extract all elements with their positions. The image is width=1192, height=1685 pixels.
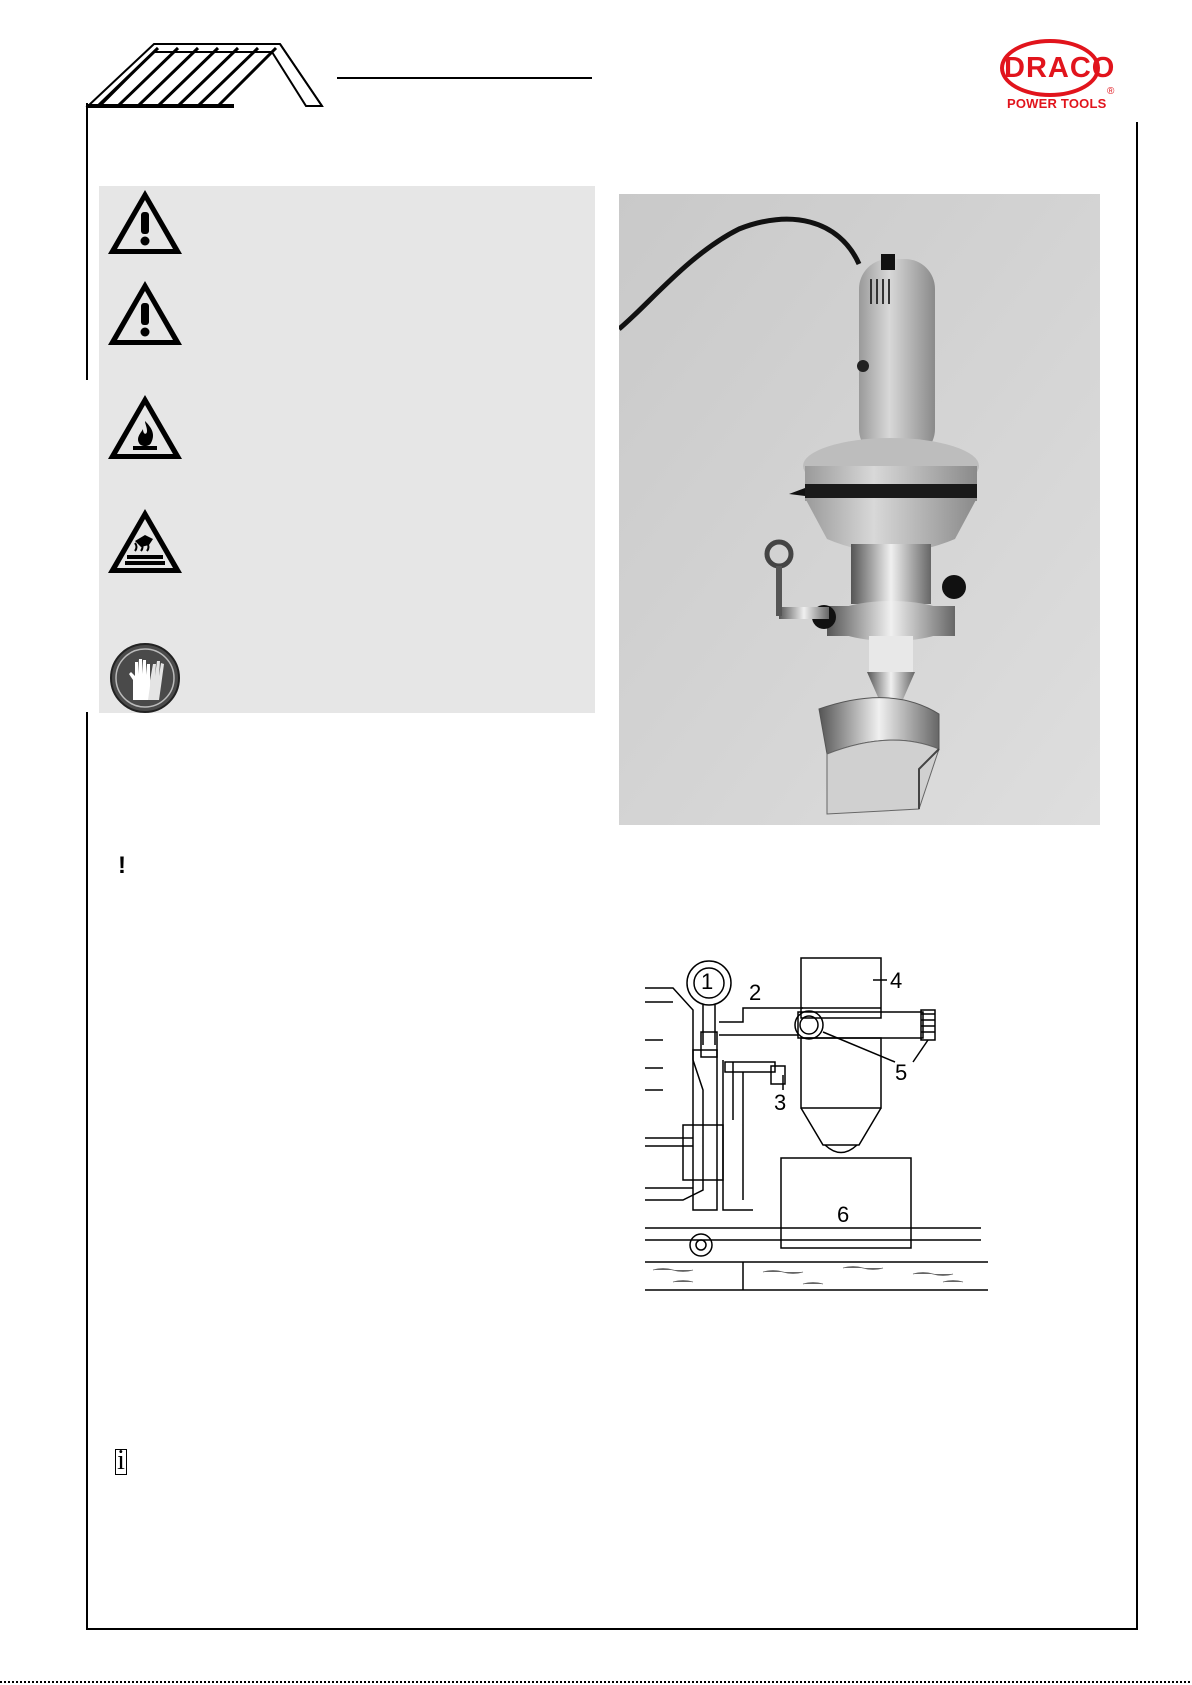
hot-surface-warning-icon [105,505,185,577]
product-photo [619,194,1100,825]
flammable-warning-icon [105,391,185,463]
logo-subtitle: POWER TOOLS [1007,96,1107,111]
header-rule [337,77,592,79]
callout-3: 3 [774,1090,787,1115]
callout-2: 2 [749,980,762,1005]
general-warning-icon [105,277,185,349]
right-frame-line [1136,122,1138,1630]
callout-6: 6 [837,1202,850,1227]
hot-air-welder-photo [619,194,1100,825]
callout-4: 4 [890,968,903,993]
wear-gloves-icon [109,642,181,714]
info-mark: i [115,1449,127,1475]
general-warning-icon [105,186,185,258]
page-cut-line [0,1681,1192,1683]
bottom-frame-line [86,1628,1138,1630]
registered-mark: ® [1107,86,1115,97]
safety-warning-panel [99,186,595,713]
logo-wordmark: DRACO [1000,39,1100,97]
roof-logo-graphic [84,40,324,110]
left-frame-line-bottom [86,712,88,1630]
callout-1: 1 [701,969,714,994]
mounting-line-drawing [643,950,993,1297]
left-frame-line-top [86,103,88,380]
attention-mark: ! [118,852,126,879]
draco-logo [1000,30,1122,116]
callout-5: 5 [895,1060,908,1085]
welder-mounting-diagram [643,950,993,1297]
